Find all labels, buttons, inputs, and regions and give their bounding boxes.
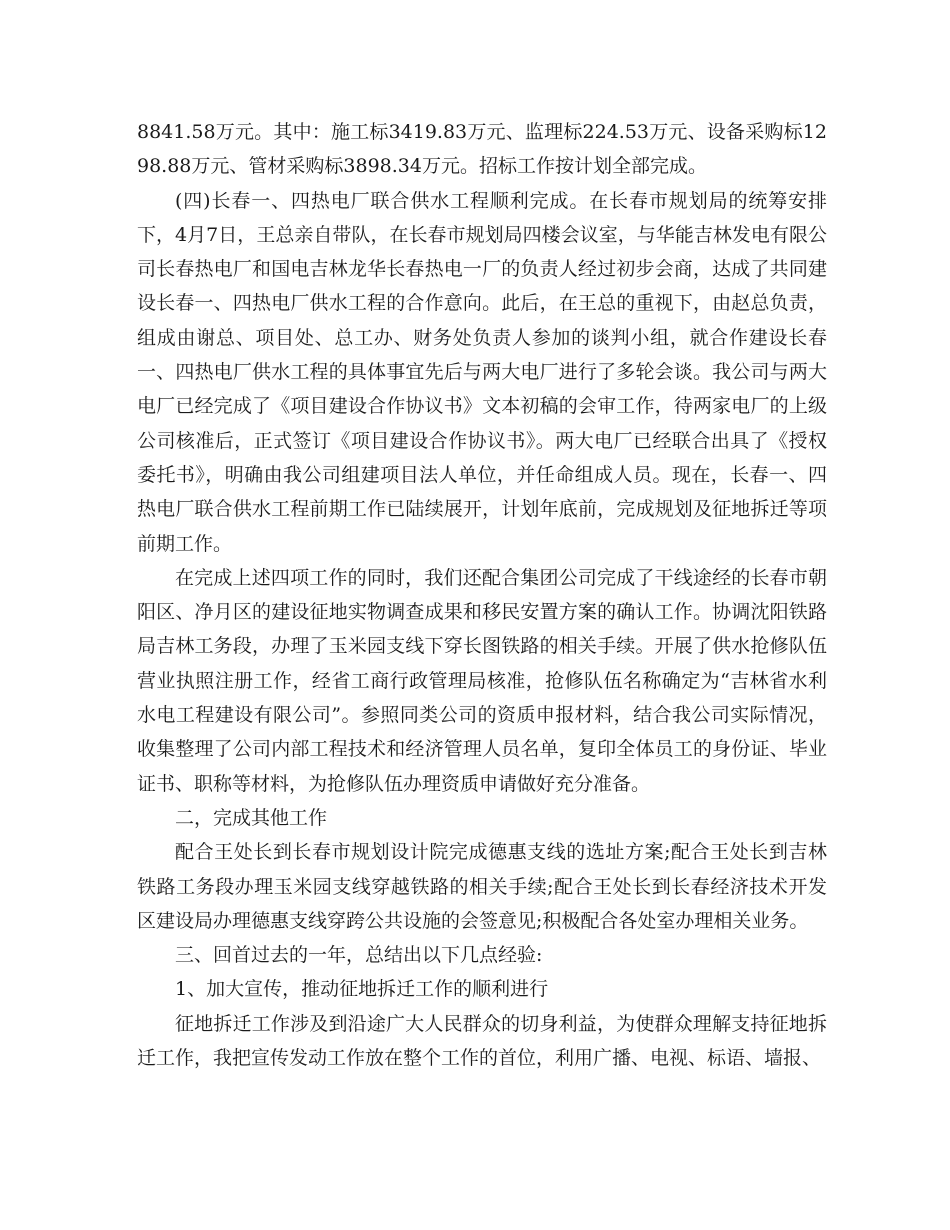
section-heading-other-work: 二，完成其他工作 [175,806,328,829]
subheading-publicity: 1、加大宣传，推动征地拆迁工作的顺利进行 [175,978,549,1001]
document-body [137,115,827,1075]
paragraph-other-work: 配合王处长到长春市规划设计院完成德惠支线的选址方案;配合王处长到吉林铁路工务段办理玉米园支线穿越铁路的相关手续;配合王处长到长春经济技术开发区建设局办理德惠支线穿跨公共设施的会签意见;积极配合各处室办理相关业务。 [137,841,827,932]
paragraph-additional-work: 在完成上述四项工作的同时，我们还配合集团公司完成了干线途经的长春市朝阳区、净月区的建设征地实物调查成果和移民安置方案的确认工作。协调沈阳铁路局吉林工务段，办理了玉米园支线下穿长图铁路的相关手续。开展了供水抢修队伍营业执照注册工作，经省工商行政管理局核准，抢修队伍名称确定为“吉林省水利水电工程建设有限公司”。参照同类公司的资质申报材料，结合我公司实际情况，收集整理了公司内部工程技术和经济管理人员名单，复印全体员工的身份证、毕业证书、职称等材料，为抢修队伍办理资质申请做好充分准备。 [137,566,827,795]
section-heading-experience: 三、回首过去的一年，总结出以下几点经验: [175,944,543,967]
paragraph-tender-totals: 8841.58万元。其中：施工标3419.83万元、监理标224.53万元、设备采购标1298.88万元、管材采购标3898.34万元。招标工作按计划全部完成。 [137,121,827,178]
paragraph-water-supply-project: (四)长春一、四热电厂联合供水工程顺利完成。在长春市规划局的统筹安排下，4月7日，王总亲自带队，在长春市规划局四楼会议室，与华能吉林发电有限公司长春热电厂和国电吉林龙华长春热电一厂的负责人经过初步会商，达成了共同建设长春一、四热电厂供水工程的合作意向。此后，在王总的重视下，由赵总负责，组成由谢总、项目处、总工办、财务处负责人参加的谈判小组，就合作建设长春一、四热电厂供水工程的具体事宜先后与两大电厂进行了多轮会谈。我公司与两大电厂已经完成了《项目建设合作协议书》文本初稿的会审工作，待两家电厂的上级公司核准后，正式签订《项目建设合作协议书》。两大电厂已经联合出具了《授权委托书》，明确由我公司组建项目法人单位，并任命组成人员。现在，长春一、四热电厂联合供水工程前期工作已陆续展开，计划年底前，完成规划及征地拆迁等项前期工作。 [137,189,827,555]
paragraph-publicity: 征地拆迁工作涉及到沿途广大人民群众的切身利益，为使群众理解支持征地拆迁工作，我把宣传发动工作放在整个工作的首位，利用广播、电视、标语、墙报、 [137,1012,827,1070]
